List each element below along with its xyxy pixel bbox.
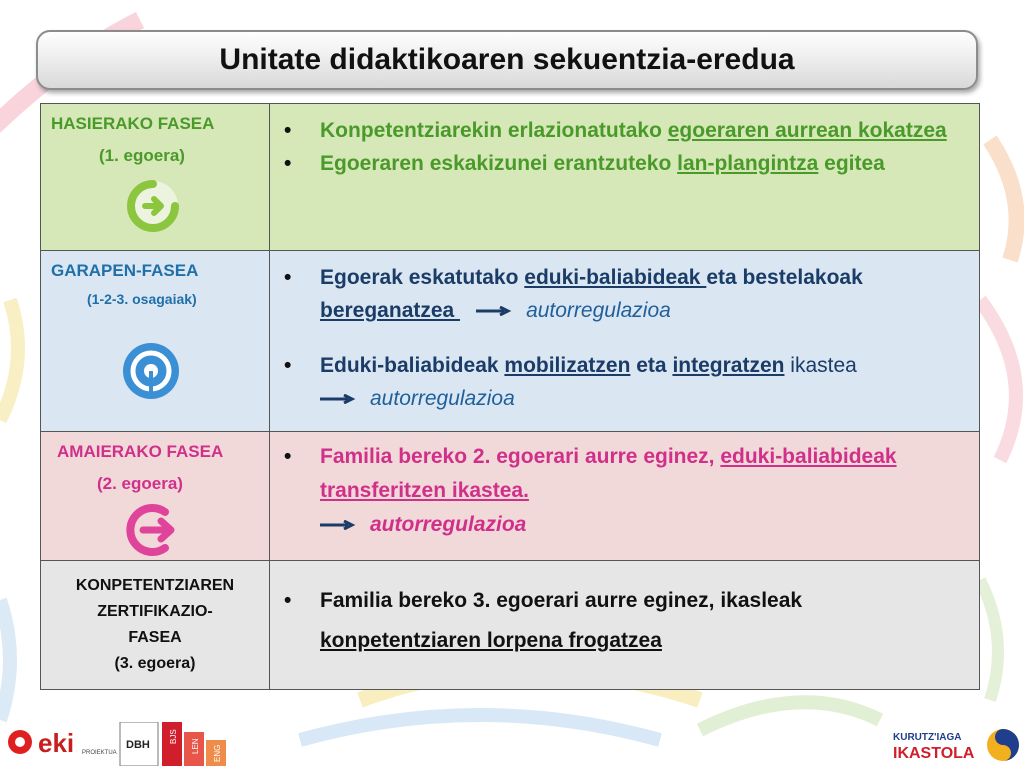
list-item: • Egoeraren eskakizunei erantzuteko lan-plangintza egitea [284, 152, 885, 175]
phase-name: HASIERAKO FASEA [51, 114, 215, 133]
eki-logo-graphic [4, 722, 234, 766]
list-item: • Egoerak eskatutako eduki-baliabideak eta bestelakoak bereganatzea autorregulazioa [284, 266, 863, 322]
arrow-circle-icon [123, 176, 183, 236]
list-item: • Konpetentziarekin erlazionatutako egoeraren aurrean kokatzea [284, 119, 947, 142]
sequence-table [40, 103, 980, 690]
content-cell [270, 104, 980, 251]
content-cell [270, 561, 980, 690]
table-row [41, 104, 980, 251]
svg-text:KURUTZ'IAGA: KURUTZ'IAGA [893, 732, 962, 743]
arrow-right-icon [320, 520, 356, 530]
exit-arrow-icon [123, 502, 183, 558]
phase-sub: (2. egoera) [97, 474, 183, 493]
svg-text:PROIEKTUA: PROIEKTUA [82, 750, 117, 756]
svg-text:BJS: BJS [169, 729, 178, 744]
svg-text:DBH: DBH [126, 739, 150, 751]
arrow-right-icon [476, 306, 512, 316]
arrow-right-icon [320, 394, 356, 404]
phase-name: AMAIERAKO FASEA [57, 442, 224, 461]
bullet-list [284, 261, 967, 415]
phase-cell [41, 251, 270, 432]
phase-name: KONPETENTZIAREN ZERTIFIKAZIO- FASEA (3. egoera) [75, 577, 235, 672]
content-cell [270, 432, 980, 561]
svg-text:LEN: LEN [191, 738, 200, 754]
svg-text:ENG: ENG [213, 744, 222, 762]
kurutziaga-logo-graphic [893, 726, 1021, 764]
bullet-list [284, 581, 967, 661]
table-row [41, 251, 980, 432]
svg-text:IKASTOLA: IKASTOLA [893, 745, 975, 762]
list-item: • Familia bereko 2. egoerari aurre eginez, eduki-baliabideak transferitzen ikastea. autorregulazioa [284, 445, 897, 536]
phase-cell [41, 432, 270, 561]
phase-sub: (1-2-3. osagaiak) [87, 291, 197, 307]
eki-logo [4, 722, 234, 771]
page-title: Unitate didaktikoaren sekuentzia-eredua [219, 43, 795, 76]
table-row [41, 432, 980, 561]
phase-sub: (1. egoera) [99, 146, 185, 165]
list-item: • Familia bereko 3. egoerari aurre eginez, ikasleak konpetentziaren lorpena frogatzea [284, 589, 803, 652]
phase-name: GARAPEN-FASEA [51, 261, 199, 280]
bullet-list [284, 114, 967, 180]
list-item: • Eduki-baliabideak mobilizatzen eta integratzen ikastea autorregulazioa [284, 354, 857, 410]
phase-cell [41, 104, 270, 251]
title-banner [36, 30, 978, 90]
kurutziaga-logo [893, 726, 1021, 769]
target-circle-icon [119, 339, 183, 403]
svg-text:eki: eki [38, 728, 75, 758]
phase-cell [41, 561, 270, 690]
table-row [41, 561, 980, 690]
content-cell [270, 251, 980, 432]
bullet-list [284, 440, 967, 542]
